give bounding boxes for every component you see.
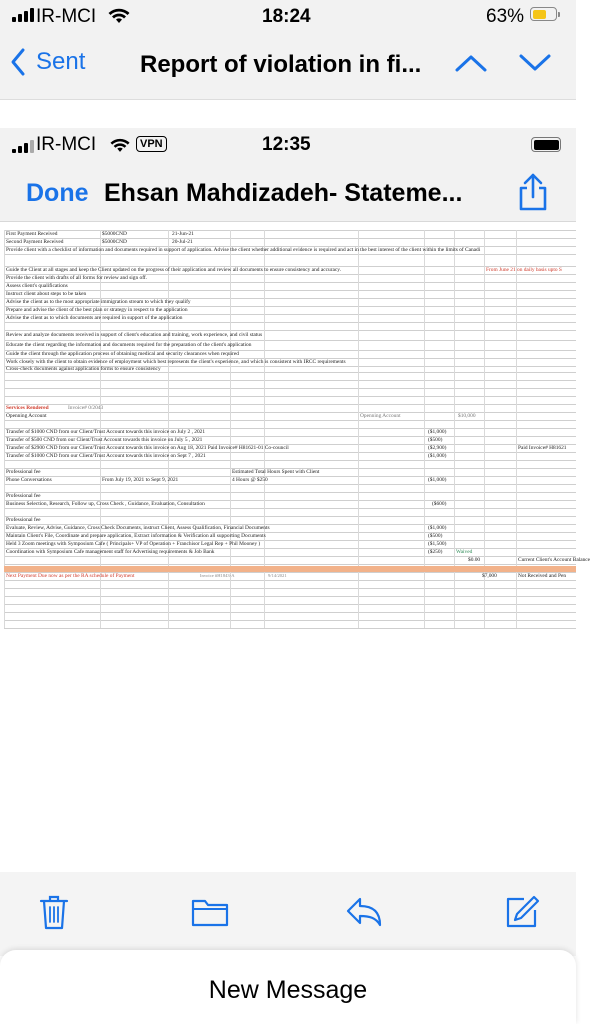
compose-icon: [504, 894, 540, 930]
review-line: Review and analyze documents received in support of client's education and training, work experience, and civil status: [6, 332, 263, 338]
guide-note: From June 21 on daily basis upto S: [486, 267, 562, 273]
back-label: Sent: [36, 48, 86, 75]
attachment-status-bar: [0, 128, 576, 164]
battery-percent: 63%: [486, 6, 525, 27]
signal-icon: [12, 140, 34, 153]
new-message-sheet[interactable]: [0, 950, 576, 1024]
payment-date: 20-Jul-21: [172, 239, 193, 245]
payment-amount: $5000CND: [102, 231, 127, 237]
business-amount: ($600): [432, 501, 447, 507]
email-subject: Report of violation in fi...: [140, 51, 422, 78]
next-status: Not Received and Pen: [518, 573, 567, 579]
share-icon[interactable]: [516, 172, 550, 212]
clock: 18:24: [262, 6, 311, 27]
task-line: Instruct client about steps to be taken: [6, 291, 87, 297]
mail-toolbar: [0, 872, 576, 956]
trash-button[interactable]: [34, 892, 74, 932]
fee-line: Maintain Client's File, Coordinate and prepare application, Extract information & Verification all supporting Documents: [6, 533, 266, 539]
opening-amount: $10,000: [458, 413, 476, 419]
fee-line: Held 3 Zoom meetings with Symposium Cafe ( Principals+ VP of Operation + Franchisor Legal Rep + Phil Mooney ): [6, 541, 261, 547]
document-viewer-header: [0, 164, 576, 222]
professional-fee-label: Professional fee: [6, 517, 41, 523]
transfer-amount: ($500): [428, 437, 443, 443]
outer-status-bar: [0, 0, 576, 34]
transfer-note: Paid Invoice# H81621: [518, 445, 567, 451]
back-to-sent-button[interactable]: [10, 48, 85, 76]
balance-amount: $0.00: [468, 557, 481, 563]
vpn-badge: VPN: [136, 136, 167, 152]
services-rendered-heading: Services Rendered: [6, 405, 49, 411]
transfer-amount: ($2,900): [428, 445, 447, 451]
trash-icon: [38, 893, 70, 931]
phone-amount: ($1,000): [428, 477, 447, 483]
payment-label: First Payment Received: [6, 231, 58, 237]
fee-line: Evaluate, Review, Advise, Guidance, Cross Check Documents, instruct Client, Assess Qualification, Financial Documents: [6, 525, 270, 531]
folder-icon: [191, 897, 229, 927]
compose-button[interactable]: [502, 892, 542, 932]
reply-button[interactable]: [344, 892, 384, 932]
separator-band: [4, 566, 576, 572]
task-line: Advise the client as to the most appropriate immigration stream to which they qualify: [6, 299, 191, 305]
guide-line: Guide the Client at all stages and keep the Client updated on the progress of their application and review all documents to ensure consistency and accuracy.: [6, 267, 341, 273]
battery-icon: [530, 7, 557, 21]
wifi-icon: [108, 8, 130, 24]
carrier-label: IR-MCI: [36, 134, 97, 155]
previous-message-button[interactable]: [454, 52, 488, 74]
payment-amount: $5000CND: [102, 239, 127, 245]
transfer-amount: ($1,000): [428, 429, 447, 435]
phone-dates: From July 19, 2021 to Sept 9, 2021: [102, 477, 179, 483]
move-to-folder-button[interactable]: [190, 892, 230, 932]
professional-fee-label: Professional fee: [6, 493, 41, 499]
carrier-label: IR-MCI: [36, 6, 97, 27]
opening-account-label: Openning Account: [6, 413, 47, 419]
chevron-left-icon: [10, 48, 26, 76]
estimated-rate: 4 Hours @ $250: [232, 477, 268, 483]
work-line: Work closely with the client to obtain evidence of employment which best represents the client's experience, and which is consistent with IRCC requirements: [6, 359, 346, 365]
transfer-line: Transfer of $1000 CND from our Client/Trust Account towards this invoice on Sept 7 , 2021: [6, 453, 206, 459]
next-payment-label: Next Payment Due now as per the RA schedule of Payment: [6, 573, 135, 579]
fee-amount: ($1,000): [428, 525, 447, 531]
work-line: Guide the client through the application process of obtaining medical and security clearances when required: [6, 351, 239, 357]
next-amount: $7,000: [482, 573, 497, 579]
document-title: Ehsan Mahdizadeh- Stateme...: [104, 179, 463, 207]
mail-navigation-bar: [0, 34, 576, 100]
phone-conversations-label: Phone Conversations: [6, 477, 52, 483]
clock: 12:35: [262, 134, 311, 155]
task-line: Assess client's qualifications: [6, 283, 68, 289]
task-line: Provide the client with drafts of all forms for review and sign off.: [6, 275, 148, 281]
fee-line: Coordination with Symposium Cafe management staff for Advertising requirements & Job Bank: [6, 549, 215, 555]
fee-amount: ($250): [428, 549, 443, 555]
task-line: Prepare and advise the client of the best plan or strategy in respect to the application: [6, 307, 188, 313]
balance-label: Current Client's Account Balance: [518, 557, 590, 563]
transfer-line: Transfer of $500 CND from our Client/Trust Account towards this invoice on July 5 , 2021: [6, 437, 203, 443]
wifi-icon: [110, 138, 130, 153]
waived-label: Waived: [456, 549, 473, 555]
payment-date: 21-Jun-21: [172, 231, 194, 237]
transfer-line: Transfer of $1000 CND from our Client/Trust Account towards this invoice on July 2 , 2021: [6, 429, 206, 435]
payment-label: Second Payment Received: [6, 239, 64, 245]
professional-fee-label: Professional fee: [6, 469, 41, 475]
transfer-amount: ($1,000): [428, 453, 447, 459]
educate-line: Educate the client regarding the information and documents required for the preparation of the client's application: [6, 342, 252, 348]
signal-icon: [12, 8, 34, 22]
opening-account-label-2: Openning Account: [360, 413, 401, 419]
next-invoice: Invoice #H1843-A: [200, 573, 235, 578]
estimated-hours-label: Estimated Total Hours Spent with Client: [232, 469, 320, 475]
new-message-label: New Message: [208, 976, 368, 1004]
invoice-ref: Invoice# 0/2043: [68, 405, 104, 411]
provide-checklist-line: Provide client with a checklist of information and documents required in support of application. Advise the client whether additional evidence is required and act in the best interest of the client within the limits of Canadi: [6, 247, 481, 253]
reply-icon: [345, 896, 383, 928]
work-line: Cross-check documents against application forms to ensure consistency: [6, 366, 161, 372]
done-button[interactable]: Done: [26, 179, 89, 207]
document-view[interactable]: [0, 222, 590, 872]
transfer-line: Transfer of $2900 CND from our Client/Trust Account towards this invoice on Aug 18, 2021 Paid Invoice# H81621-01 Co-council: [6, 445, 289, 451]
next-date: 9/14/2021: [268, 573, 287, 578]
fee-amount: ($1,500): [428, 541, 447, 547]
next-message-button[interactable]: [518, 52, 552, 74]
task-line: Advise the client as to which documents are required in support of the application: [6, 315, 183, 321]
business-line: Business Selection, Research, Follow up, Cross Check , Guidance, Evaluation, Consultation: [6, 501, 205, 507]
battery-icon: [531, 137, 561, 152]
fee-amount: ($500): [428, 533, 443, 539]
